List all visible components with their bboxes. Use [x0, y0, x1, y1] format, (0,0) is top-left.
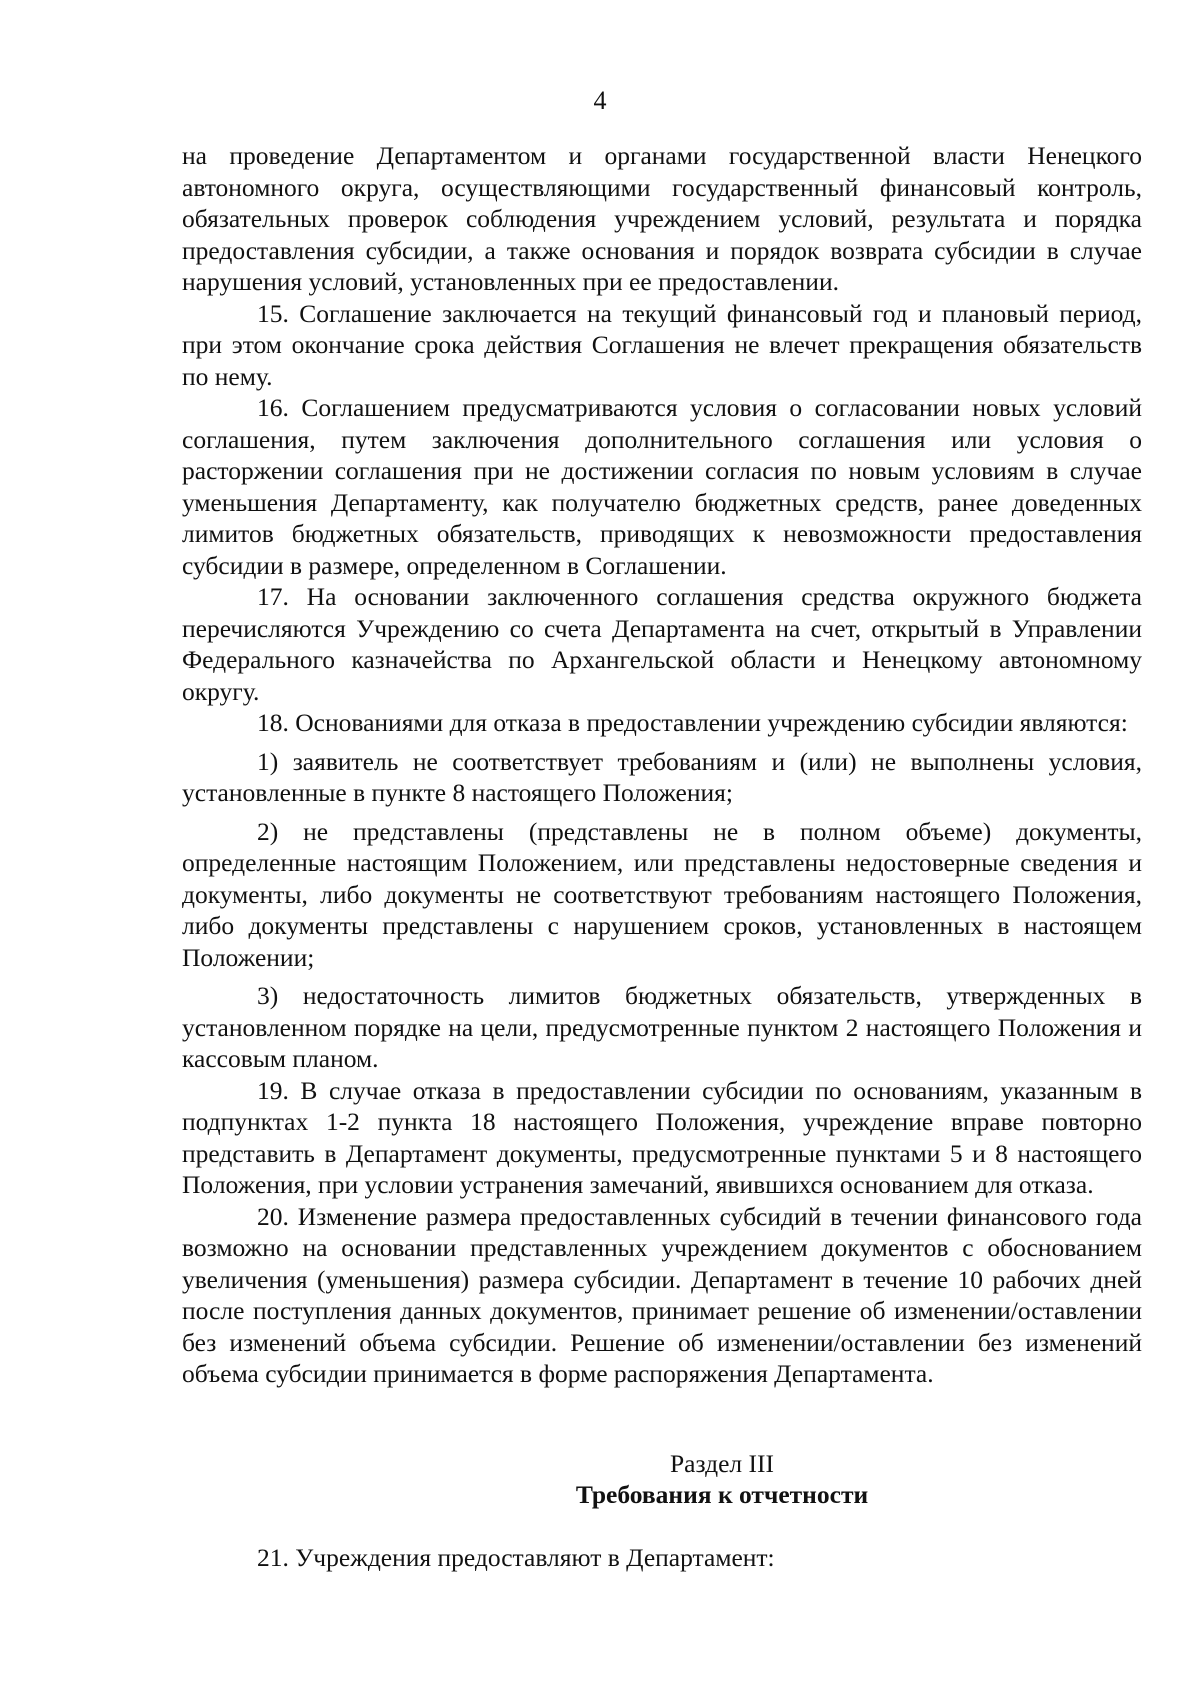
paragraph-20: 20. Изменение размера предоставленных субсидий в течении финансового года возможно на основании представленных учреждением документов с обоснованием увеличения (уменьшения) размера субсидии. Департамент в течение 10 рабочих дней после поступления данных документов, принимает решение об изменении/оставлении без изменений объема субсидии. Решение об изменении/оставлении без изменений объема субсидии принимается в форме распоряжения Департамента.	[182, 1201, 1142, 1388]
paragraph-17: 17. На основании заключенного соглашения средства окружного бюджета перечисляются Учреждению со счета Департамента на счет, открытый в Управлении Федерального казначейства по Архангельской области и Ненецкому автономному округу.	[182, 582, 1142, 706]
paragraph-18-item-2: 2) не представлены (представлены не в полном объеме) документы, определенные настоящим Положением, или представлены недостоверные сведения и документы, либо документы не соответствуют требованиям настоящего Положения, либо документы представлены с нарушением сроков, установленных в настоящем Положении;	[182, 816, 1142, 972]
paragraph-18-item-1: 1) заявитель не соответствует требованиям и (или) не выполнены условия, установленные в пункте 8 настоящего Положения;	[182, 746, 1142, 807]
paragraph-18-item-3: 3) недостаточность лимитов бюджетных обязательств, утвержденных в установленном порядке на цели, предусмотренные пунктом 2 настоящего Положения и кассовым планом.	[182, 981, 1142, 1073]
document-body	[182, 140, 1142, 1573]
paragraph-16: 16. Соглашением предусматриваются условия о согласовании новых условий соглашения, путем заключения дополнительного соглашения или условия о расторжении соглашения при не достижении согласия по новым условиям в случае уменьшения Департаменту, как получателю бюджетных средств, ранее доведенных лимитов бюджетных обязательств, приводящих к невозможности предоставления субсидии в размере, определенном в Соглашении.	[182, 393, 1142, 580]
paragraph-21: 21. Учреждения предоставляют в Департамент:	[257, 1542, 775, 1572]
section-number: Раздел III	[670, 1448, 774, 1478]
paragraph-19: 19. В случае отказа в предоставлении субсидии по основаниям, указанным в подпунктах 1-2 пункта 18 настоящего Положения, учреждение вправе повторно представить в Департамент документы, предусмотренные пунктами 5 и 8 настоящего Положения, при условии устранения замечаний, явившихся основанием для отказа.	[182, 1075, 1142, 1199]
paragraph-18: 18. Основаниями для отказа в предоставлении учреждению субсидии являются:	[257, 708, 1128, 737]
page-number: 4	[593, 86, 607, 115]
section-title: Требования к отчетности	[575, 1480, 869, 1509]
paragraph-15: 15. Соглашение заключается на текущий финансовый год и плановый период, при этом окончание срока действия Соглашения не влечет прекращения обязательств по нему.	[182, 298, 1142, 391]
paragraph-continuation: на проведение Департаментом и органами государственной власти Ненецкого автономного округа, осуществляющими государственный финансовый контроль, обязательных проверок соблюдения учреждением условий, результата и порядка предоставления субсидии, а также основания и порядок возврата субсидии в случае нарушения условий, установленных при ее предоставлении.	[182, 141, 1142, 296]
